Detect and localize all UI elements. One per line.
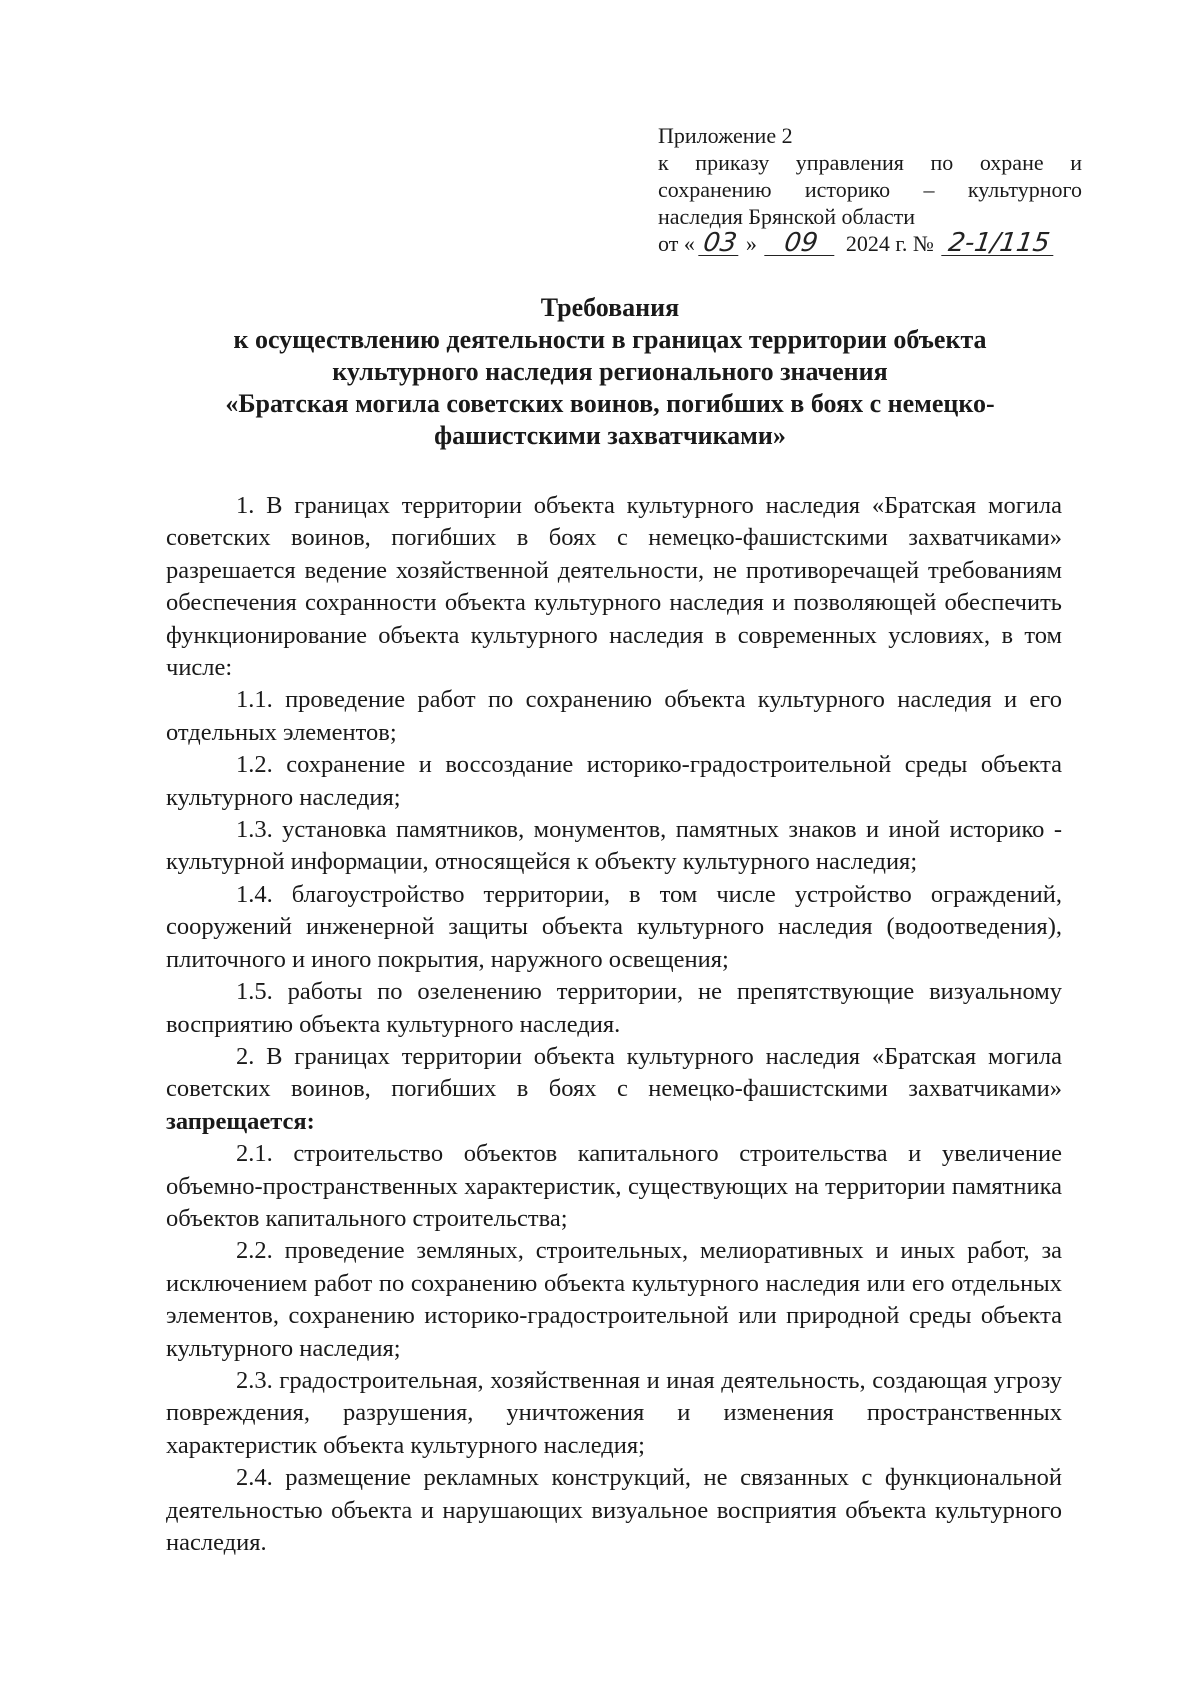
title-line-1: Требования	[540, 293, 680, 322]
appendix-number: Приложение 2	[658, 123, 793, 148]
order-month-handwritten: 09	[765, 231, 839, 256]
order-year: 2024 г. №	[845, 231, 934, 256]
order-date-number	[658, 230, 1082, 257]
paragraph-2-2: 2.2. проведение земляных, строительных, мелиоративных и иных работ, за исключением работ по сохранению объекта культурного наследия или его отдельных элементов, сохранению историко-градостроительной или природной среды объекта культурного наследия;	[166, 1237, 1062, 1362]
paragraph-2-3: 2.3. градостроительная, хозяйственная и иная деятельность, создающая угрозу повреждения, разрушения, уничтожения и изменения пространственных характеристик объекта культурного наследия;	[166, 1366, 1062, 1459]
paragraph-2-text: 2. В границах территории объекта культурного наследия «Братская могила советских воинов, погибших в боях с немецко-фашистскими захватчиками»	[166, 1042, 1062, 1103]
appendix-header	[658, 122, 1082, 257]
document-body	[166, 490, 1062, 1559]
title-line-5: фашистскими захватчиками»	[434, 421, 786, 450]
title-line-2: к осуществлению деятельности в границах территории объекта	[233, 325, 987, 354]
paragraph-1-2: 1.2. сохранение и воссоздание историко-градостроительной среды объекта культурного наследия;	[166, 751, 1062, 811]
title-line-4: «Братская могила советских воинов, погибших в боях с немецко-	[225, 389, 995, 418]
paragraph-1-3: 1.3. установка памятников, монументов, памятных знаков и иной историко - культурной информации, относящейся к объекту культурного наследия;	[166, 816, 1062, 876]
title-line-3: культурного наследия регионального значения	[332, 357, 888, 386]
document-title	[160, 292, 1060, 452]
paragraph-1: 1. В границах территории объекта культурного наследия «Братская могила советских воинов, погибших в боях с немецко-фашистскими захватчиками» разрешается ведение хозяйственной деятельности, не противоречащей требованиям обеспечения сохранности объекта культурного наследия и позволяющей обеспечить функционирование объекта культурного наследия в современных условиях, в том числе:	[166, 492, 1062, 682]
paragraph-2-4: 2.4. размещение рекламных конструкций, не связанных с функциональной деятельностью объекта и нарушающих визуальное восприятия объекта культурного наследия.	[166, 1464, 1062, 1556]
paragraph-1-1: 1.1. проведение работ по сохранению объекта культурного наследия и его отдельных элементов;	[166, 686, 1062, 746]
paragraph-2	[166, 1041, 1062, 1138]
paragraph-2-1: 2.1. строительство объектов капитального строительства и увеличение объемно-пространственных характеристик, существующих на территории памятника объектов капитального строительства;	[166, 1140, 1062, 1232]
appendix-order-ref-1: к приказу управления по охране и	[658, 150, 1082, 175]
appendix-order-ref-2: сохранению историко – культурного	[658, 177, 1082, 202]
paragraph-2-prohibited: запрещается:	[166, 1107, 315, 1135]
order-day-close: »	[745, 231, 757, 256]
order-date-prefix: от «	[658, 231, 695, 256]
order-day-handwritten: 03	[699, 231, 743, 256]
paragraph-1-5: 1.5. работы по озеленению территории, не препятствующие визуальному восприятию объекта культурного наследия.	[166, 978, 1062, 1038]
order-number-handwritten: 2-1/115	[942, 231, 1058, 256]
paragraph-1-4: 1.4. благоустройство территории, в том числе устройство ограждений, сооружений инженерной защиты объекта культурного наследия (водоотведения), плиточного и иного покрытия, наружного освещения;	[166, 880, 1062, 973]
appendix-order-ref-3: наследия Брянской области	[658, 204, 916, 229]
